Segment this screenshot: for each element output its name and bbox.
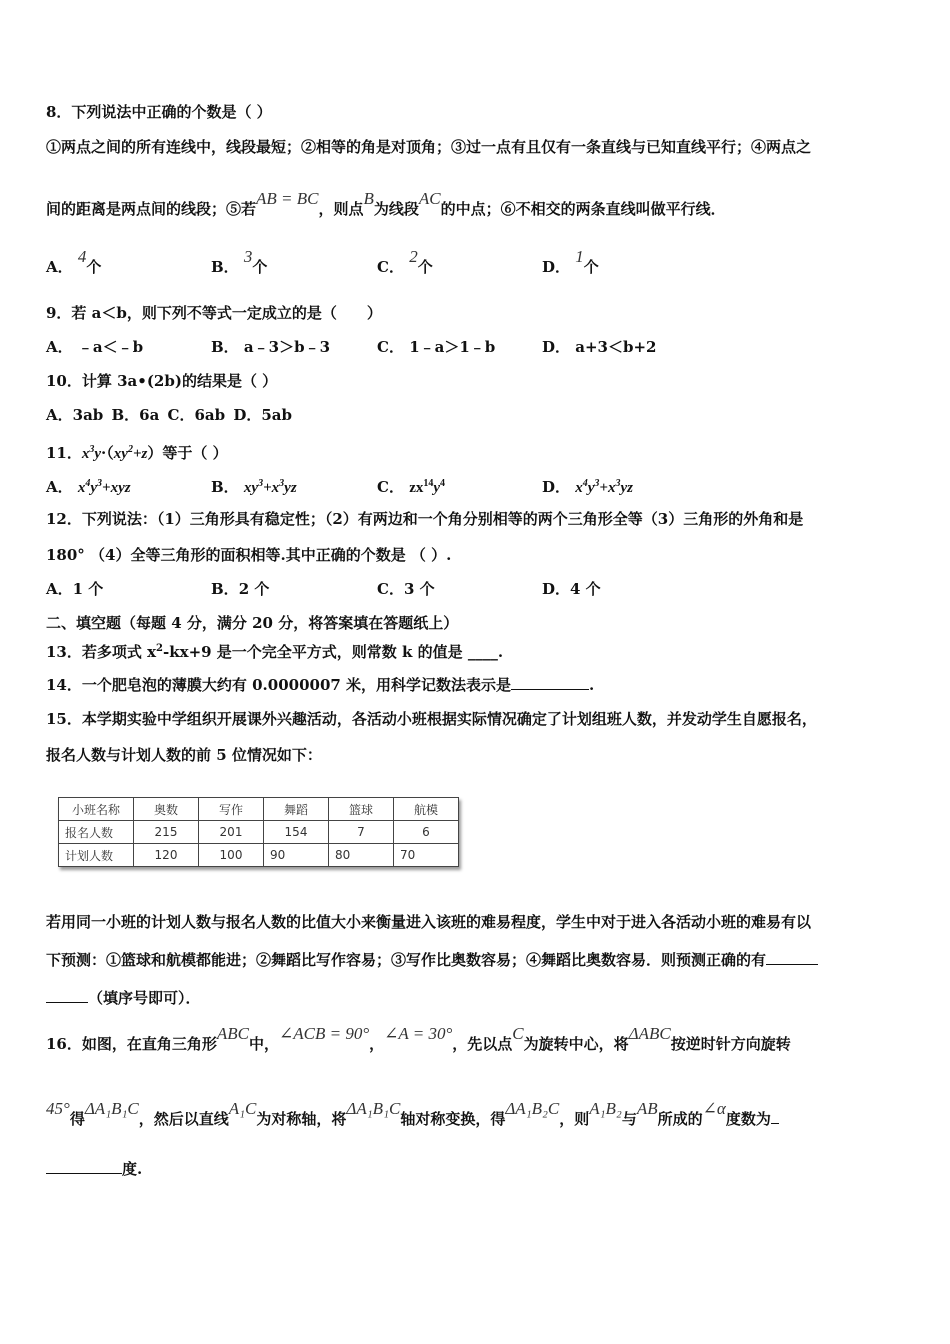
table-row: 报名人数 215 201 154 7 6 bbox=[59, 821, 459, 844]
q15-answer-blank[interactable] bbox=[766, 950, 818, 965]
section-fill-in-heading: 二、填空题（每题 4 分，满分 20 分，将答案填在答题纸上） bbox=[46, 614, 459, 632]
q8-stem: 8．下列说法中正确的个数是（ ） bbox=[46, 103, 272, 121]
q16-text-line2: 45°得ΔA₁B₁C，然后以直线A₁C为对称轴，将ΔA₁B₁C轴对称变换，得ΔA₁B₂C，则A₁B₂与AB所成的∠α度数为 bbox=[46, 1108, 779, 1130]
q8-text-line1: ①两点之间的所有连线中，线段最短；②相等的角是对顶角；③过一点有且仅有一条直线与已知直线平行；④两点之 bbox=[46, 138, 812, 156]
q15-text-line3: 若用同一小班的计划人数与报名人数的比值大小来衡量进入该班的难易程度，学生中对于进入各活动小班的难易有以 bbox=[46, 913, 812, 931]
q9-stem: 9．若 a＜b，则下列不等式一定成立的是（ ） bbox=[46, 304, 382, 322]
q16-answer-blank-cont[interactable] bbox=[46, 1159, 122, 1174]
q12-text-line2: 180° （4）全等三角形的面积相等.其中正确的个数是 （ ）. bbox=[46, 546, 452, 564]
q11-option-d: D． $x^4y^3+x^3yz$ bbox=[542, 478, 633, 496]
q8-option-b: B． 3个 bbox=[211, 247, 268, 276]
q15-signup-table bbox=[58, 797, 459, 867]
q11-option-a: A． $x^4y^3+xyz$ bbox=[46, 478, 131, 496]
q12-option-d: D．4 个 bbox=[542, 580, 601, 598]
q16-text-line1: 16．如图，在直角三角形ABC中，∠ACB = 90°，∠A = 30°，先以点C为旋转中心，将ΔABC按逆时针方向旋转 bbox=[46, 1024, 791, 1053]
q10-stem: 10．计算 3a•(2b)的结果是（ ） bbox=[46, 372, 278, 390]
q12-option-b: B．2 个 bbox=[211, 580, 270, 598]
q14-answer-blank[interactable] bbox=[511, 675, 589, 690]
q15-text-line1: 15．本学期实验中学组织开展课外兴趣活动，各活动小班根据实际情况确定了计划组班人数，并发动学生自愿报名， bbox=[46, 710, 817, 728]
q8-expr-b: B bbox=[363, 189, 374, 208]
q8-expr-ac: AC bbox=[418, 189, 441, 208]
q15-answer-blank-cont[interactable] bbox=[46, 988, 88, 1003]
q15-text-line4: 下预测：①篮球和航模都能进；②舞蹈比写作容易；③写作比奥数容易；④舞蹈比奥数容易．则预测正确的有 bbox=[46, 949, 818, 971]
q16-answer-blank[interactable] bbox=[771, 1109, 779, 1124]
q8-option-c: C． 2个 bbox=[377, 247, 433, 276]
q8-option-d: D． 1个 bbox=[542, 247, 599, 276]
q16-text-line3: 度. bbox=[46, 1158, 142, 1180]
q11-option-c: C． $zx^{14}y^4$ bbox=[377, 478, 446, 496]
q8-option-a: A． 4个 bbox=[46, 247, 102, 276]
q9-option-c: C． 1﹣a＞1﹣b bbox=[377, 338, 496, 356]
q8-expr-ab-bc: AB = BC bbox=[256, 189, 319, 208]
q9-option-d: D． a+3＜b+2 bbox=[542, 338, 657, 356]
q9-option-b: B． a﹣3＞b﹣3 bbox=[211, 338, 331, 356]
q10-options: A．3ab B．6a C．6ab D．5ab bbox=[46, 406, 293, 424]
q9-option-a: A． ﹣a＜﹣b bbox=[46, 338, 144, 356]
q11-stem: 11．$x^3y\cdot(xy^2+z)$等于（ ） bbox=[46, 444, 228, 462]
q15-text-line5: （填序号即可）． bbox=[46, 987, 201, 1009]
q12-text-line1: 12．下列说法：（1）三角形具有稳定性；（2）有两边和一个角分别相等的两个三角形全等（3）三角形的外角和是 bbox=[46, 510, 804, 528]
q14-text: 14．一个肥皂泡的薄膜大约有 0.0000007 米，用科学记数法表示是 . bbox=[46, 676, 595, 694]
q8-text-line2: 间的距离是两点间的线段；⑤若AB = BC，则点B为线段AC的中点；⑥不相交的两条直线叫做平行线． bbox=[46, 189, 726, 218]
table-header-row: 小班名称 奥数 写作 舞蹈 篮球 航模 bbox=[59, 798, 459, 821]
table-row: 计划人数 120 100 90 80 70 bbox=[59, 844, 459, 867]
q12-option-c: C．3 个 bbox=[377, 580, 435, 598]
q11-option-b: B． $xy^3+x^3yz$ bbox=[211, 478, 297, 496]
q12-option-a: A．1 个 bbox=[46, 580, 104, 598]
q15-text-line2: 报名人数与计划人数的前 5 位情况如下： bbox=[46, 746, 322, 764]
q13-text: 13．若多项式 $x^2-kx+9$ 是一个完全平方式，则常数 k 的值是 ____. bbox=[46, 643, 504, 661]
